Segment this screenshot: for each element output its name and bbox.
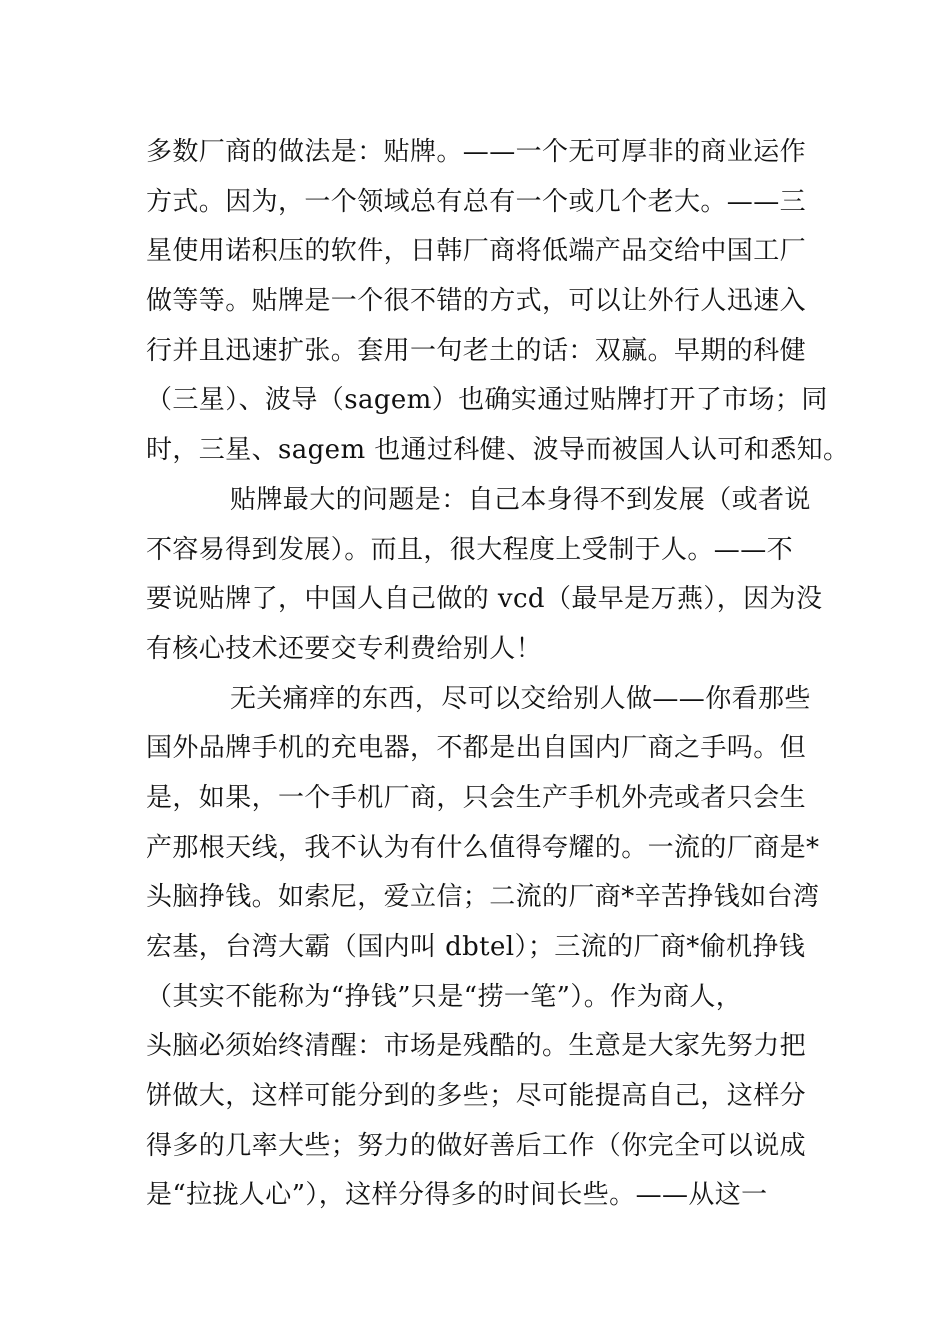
text-line: 国外品牌手机的充电器，不都是出自国内厂商之手吗。但 [146,733,807,764]
text-line: 是“拉拢人心”），这样分得多的时间长些。——从这一 [146,1180,768,1211]
text-line: 产那根天线，我不认为有什么值得夸耀的。一流的厂商是* [146,832,820,863]
text-line: 有核心技术还要交专利费给别人！ [146,633,543,664]
text-line: 行并且迅速扩张。套用一句老土的话：双赢。早期的科健 [146,335,807,366]
text-line: 是，如果，一个手机厂商，只会生产手机外壳或者只会生 [146,782,807,813]
text-line: 头脑必须始终清醒：市场是残酷的。生意是大家先努力把 [146,1031,807,1062]
text-line: 星使用诺积压的软件，日韩厂商将低端产品交给中国工厂 [146,236,807,267]
text-line: （三星）、波导（sagem）也确实通过贴牌打开了市场；同 [146,385,828,416]
text-line: 得多的几率大些；努力的做好善后工作（你完全可以说成 [146,1130,807,1161]
text-line: 时，三星、sagem 也通过科健、波导而被国人认可和悉知。 [146,435,850,466]
text-line: 方式。因为，一个领域总有总有一个或几个老大。——三 [146,186,807,217]
text-line: 做等等。贴牌是一个很不错的方式，可以让外行人迅速入 [146,286,807,317]
paragraph-first-line: 贴牌最大的问题是：自己本身得不到发展（或者说 [230,484,811,515]
paragraph-first-line: 无关痛痒的东西，尽可以交给别人做——你看那些 [230,683,811,714]
text-line: 多数厂商的做法是：贴牌。——一个无可厚非的商业运作 [146,137,807,167]
text-line: 不容易得到发展）。而且，很大程度上受制于人。——不 [146,534,794,565]
text-line: （其实不能称为“挣钱”只是“捞一笔”）。作为商人， [146,981,743,1012]
text-line: 饼做大，这样可能分到的多些；尽可能提高自己，这样分 [146,1081,807,1112]
text-line: 要说贴牌了，中国人自己做的 vcd（最早是万燕），因为没 [146,584,823,615]
text-line: 头脑挣钱。如索尼，爱立信；二流的厂商*辛苦挣钱如台湾 [146,882,820,913]
text-line: 宏基，台湾大霸（国内叫 dbtel）；三流的厂商*偷机挣钱 [146,932,806,962]
body-text [146,128,850,1221]
